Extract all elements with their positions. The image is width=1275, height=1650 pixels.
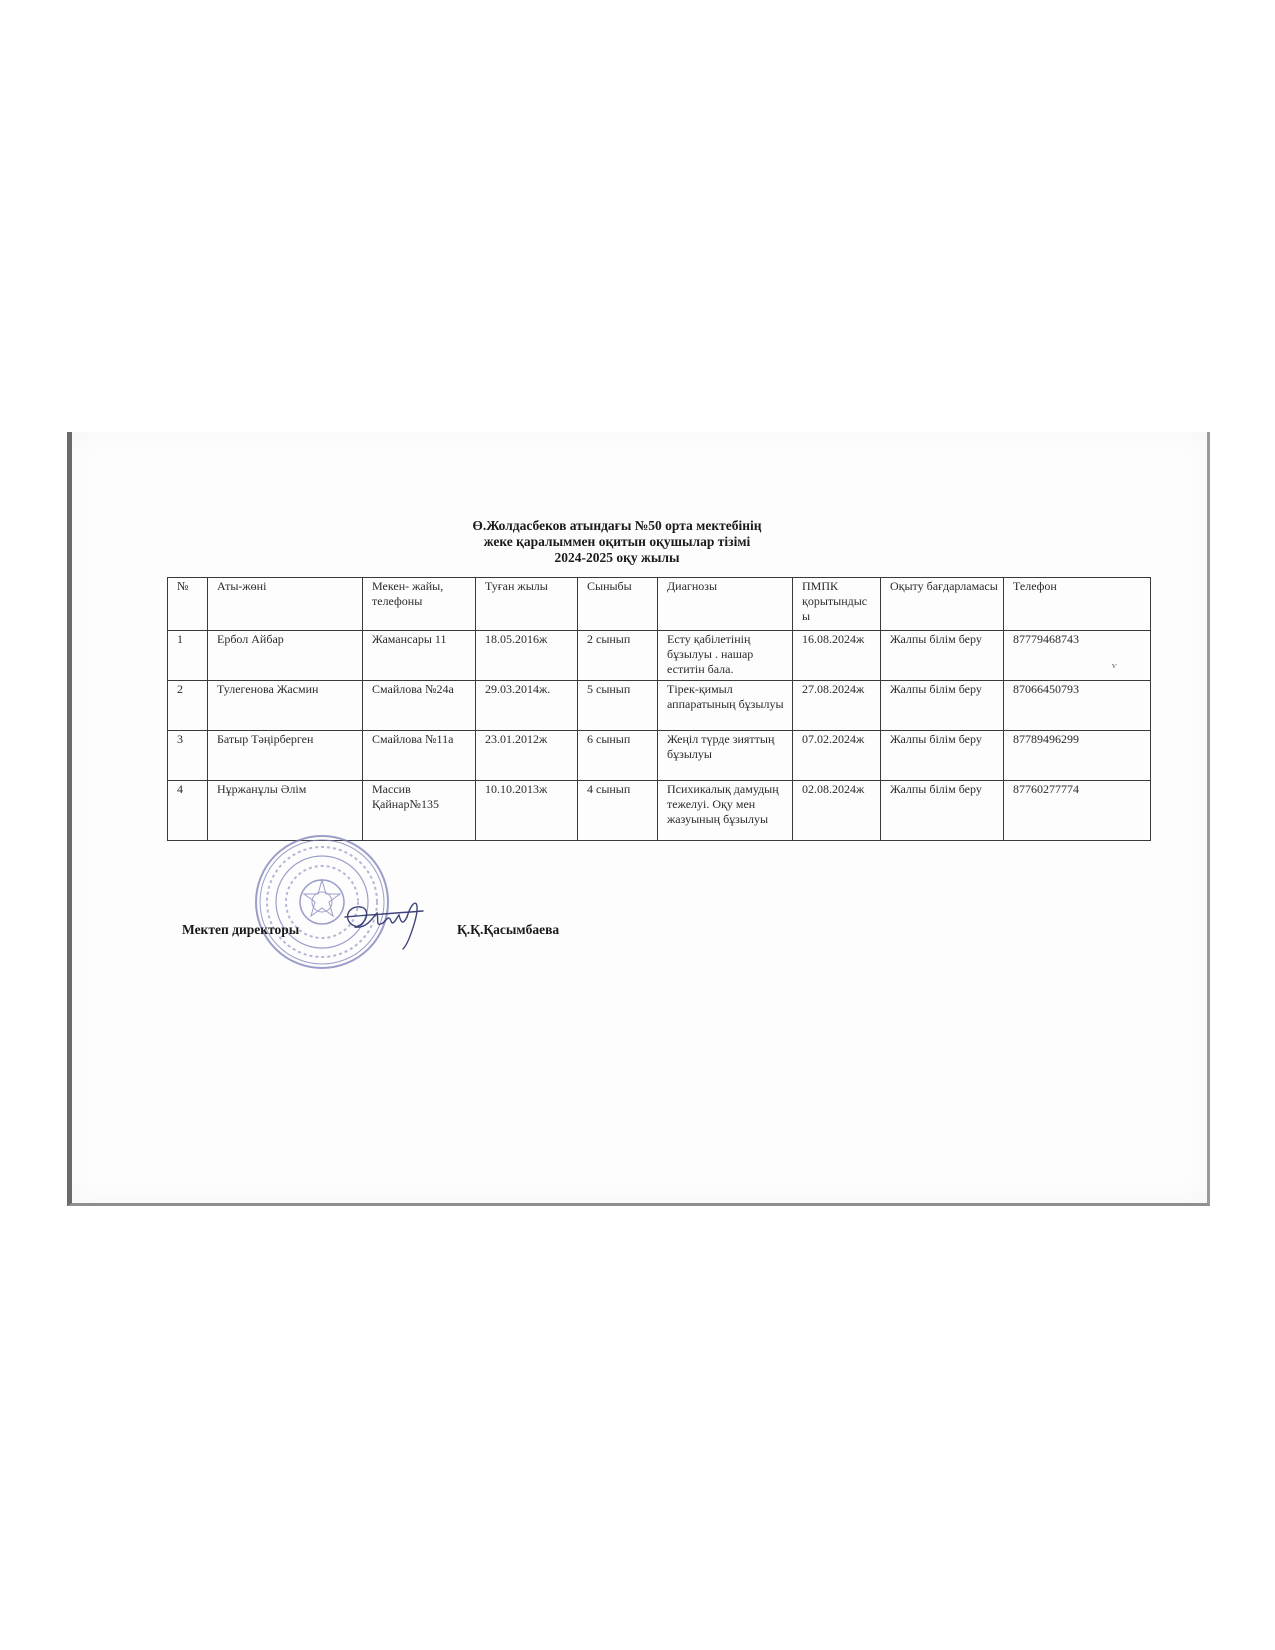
cell-address: Жамансары 11 bbox=[363, 631, 476, 681]
cell-diagnosis: Есту қабілетінің бұзылуы . нашар еститін бала. bbox=[658, 631, 793, 681]
scanned-document bbox=[67, 432, 1210, 1206]
cell-diagnosis: Тірек-қимыл аппаратының бұзылуы bbox=[658, 681, 793, 731]
header-name: Аты-жөні bbox=[208, 578, 363, 631]
students-table bbox=[167, 577, 1151, 841]
cell-pmpk: 27.08.2024ж bbox=[793, 681, 881, 731]
cell-diagnosis: Психикалық дамудың тежелуі. Оқу мен жазуының бұзылуы bbox=[658, 781, 793, 841]
cell-address: Смайлова №11а bbox=[363, 731, 476, 781]
director-name: Қ.Қ.Қасымбаева bbox=[457, 922, 560, 937]
table-row bbox=[168, 681, 1151, 731]
cell-birth-date: 29.03.2014ж. bbox=[476, 681, 578, 731]
header-number: № bbox=[168, 578, 208, 631]
cell-address: Массив Қайнар№135 bbox=[363, 781, 476, 841]
cell-birth-date: 23.01.2012ж bbox=[476, 731, 578, 781]
cell-birth-date: 10.10.2013ж bbox=[476, 781, 578, 841]
cell-pmpk: 02.08.2024ж bbox=[793, 781, 881, 841]
header-phone: Телефон bbox=[1004, 578, 1151, 631]
cell-number: 1 bbox=[168, 631, 208, 681]
cell-name: Ербол Айбар bbox=[208, 631, 363, 681]
header-diagnosis: Диагнозы bbox=[658, 578, 793, 631]
title-line-3: 2024-2025 оқу жылы bbox=[554, 550, 680, 565]
cell-birth-date: 18.05.2016ж bbox=[476, 631, 578, 681]
document-title bbox=[72, 518, 1207, 566]
cell-address: Смайлова №24а bbox=[363, 681, 476, 731]
header-birth-date: Туған жылы bbox=[476, 578, 578, 631]
cell-name: Батыр Тәңірберген bbox=[208, 731, 363, 781]
cell-class: 4 сынып bbox=[578, 781, 658, 841]
cell-program: Жалпы білім беру bbox=[881, 631, 1004, 681]
cell-phone: 87789496299 bbox=[1004, 731, 1151, 781]
cell-phone: 87779468743 bbox=[1004, 631, 1151, 681]
director-signature bbox=[337, 887, 427, 952]
cell-name: Нұржанұлы Әлім bbox=[208, 781, 363, 841]
cell-program: Жалпы білім беру bbox=[881, 731, 1004, 781]
cell-phone: 87760277774 bbox=[1004, 781, 1151, 841]
cell-number: 4 bbox=[168, 781, 208, 841]
cell-pmpk: 16.08.2024ж bbox=[793, 631, 881, 681]
director-label: Мектеп директоры bbox=[182, 922, 300, 937]
table-row bbox=[168, 631, 1151, 681]
title-line-1: Ө.Жолдасбеков атындағы №50 орта мектебінің bbox=[472, 518, 762, 533]
cell-class: 5 сынып bbox=[578, 681, 658, 731]
table-row bbox=[168, 731, 1151, 781]
cell-program: Жалпы білім беру bbox=[881, 781, 1004, 841]
header-class: Сыныбы bbox=[578, 578, 658, 631]
pen-mark: ѵ bbox=[1112, 661, 1117, 670]
cell-program: Жалпы білім беру bbox=[881, 681, 1004, 731]
cell-class: 2 сынып bbox=[578, 631, 658, 681]
cell-pmpk: 07.02.2024ж bbox=[793, 731, 881, 781]
cell-phone: 87066450793 bbox=[1004, 681, 1151, 731]
cell-number: 2 bbox=[168, 681, 208, 731]
cell-diagnosis: Жеңіл түрде зияттың бұзылуы bbox=[658, 731, 793, 781]
header-pmpk: ПМПК қорытындыс ы bbox=[793, 578, 881, 631]
header-program: Оқыту бағдарламасы bbox=[881, 578, 1004, 631]
table-header-row bbox=[168, 578, 1151, 631]
title-line-2: жеке қаралыммен оқитын оқушылар тізімі bbox=[483, 534, 751, 549]
cell-class: 6 сынып bbox=[578, 731, 658, 781]
header-address: Мекен- жайы, телефоны bbox=[363, 578, 476, 631]
cell-number: 3 bbox=[168, 731, 208, 781]
cell-name: Тулегенова Жасмин bbox=[208, 681, 363, 731]
